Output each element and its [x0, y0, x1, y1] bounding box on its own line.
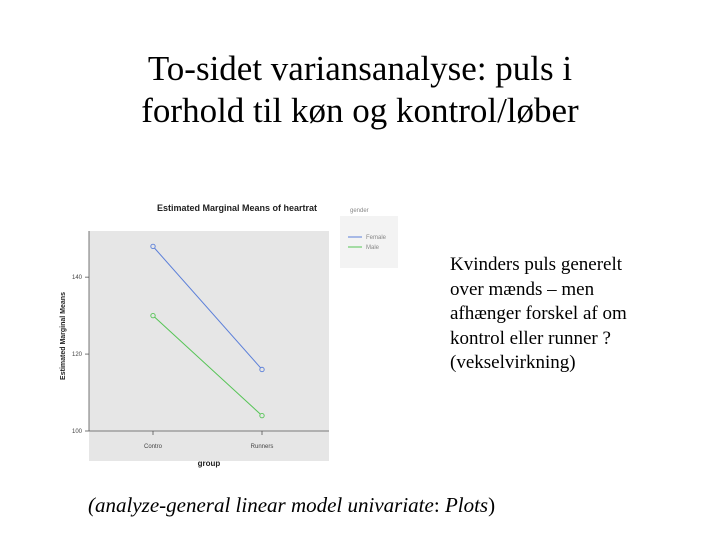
- data-point-female-0: [151, 244, 155, 248]
- caption-part-1: (analyze-general linear model univariate: [88, 493, 434, 517]
- chart-figure: [50, 188, 400, 478]
- data-point-female-1: [260, 367, 264, 371]
- side-note-line-5: (vekselvirkning): [450, 352, 576, 373]
- caption-part-3: Plots: [444, 493, 489, 517]
- y-tick-label-2: 140: [71, 275, 82, 282]
- legend-box: [340, 216, 398, 268]
- side-note: [450, 253, 710, 376]
- y-axis-label: Estimated Marginal Means: [60, 292, 67, 380]
- legend: [340, 208, 398, 268]
- slide-title-line-1: To-sidet variansanalyse: puls i: [147, 49, 573, 88]
- y-tick-label-0: 100: [71, 429, 82, 435]
- plot-area: [89, 231, 329, 461]
- caption-part-4: ): [488, 493, 496, 517]
- y-ticks: [72, 275, 89, 435]
- chart-svg: [50, 188, 400, 478]
- x-axis-label: group: [197, 459, 221, 468]
- chart-title: Estimated Marginal Means of heartrat: [156, 203, 318, 213]
- x-tick-label-1: Runners: [250, 444, 274, 450]
- side-note-line-2: over mænds – men: [450, 278, 595, 300]
- side-note-line-4: kontrol eller runner ?: [450, 327, 611, 349]
- side-note-line-3: afhænger forskel af om: [450, 303, 627, 324]
- legend-title: gender: [350, 208, 369, 214]
- data-point-male-0: [151, 313, 155, 317]
- caption-part-2: :: [433, 493, 445, 517]
- slide-title: [60, 48, 660, 132]
- legend-label-male: Male: [366, 245, 380, 251]
- caption: [88, 493, 495, 518]
- side-note-line-1: Kvinders puls generelt: [450, 254, 623, 275]
- slide-title-line-2: forhold til køn og kontrol/løber: [141, 91, 579, 130]
- data-point-male-1: [260, 413, 264, 417]
- legend-label-female: Female: [366, 235, 387, 241]
- y-tick-label-1: 120: [71, 352, 82, 359]
- x-tick-label-0: Contro: [143, 444, 163, 450]
